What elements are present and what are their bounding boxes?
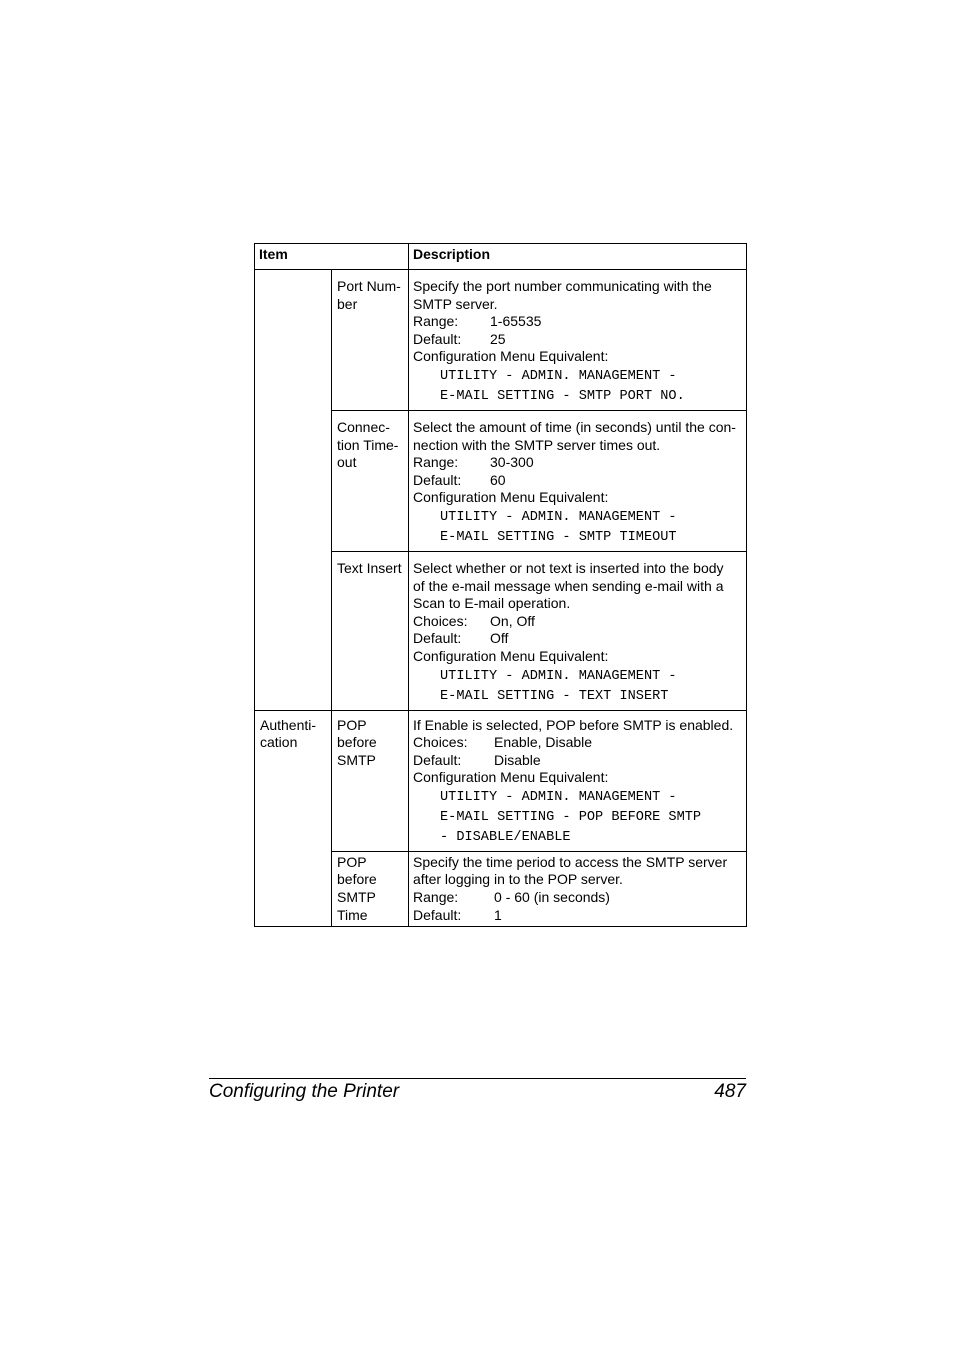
range-label: Range:: [413, 454, 459, 471]
choices-value: Enable, Disable: [494, 734, 593, 751]
menu-path-line: UTILITY - ADMIN. MANAGEMENT -: [440, 368, 677, 384]
description-line: Select whether or not text is inserted into the body: [413, 559, 724, 576]
menu-equivalent-label: Configuration Menu Equivalent:: [413, 769, 609, 786]
sub-item-line: Text Insert: [337, 559, 402, 576]
description-line: If Enable is selected, POP before SMTP is enabled.: [413, 716, 734, 733]
menu-path-line: E-MAIL SETTING - TEXT INSERT: [440, 688, 669, 704]
sub-item-line: POP: [337, 716, 367, 733]
header-description: Description: [409, 244, 747, 270]
table-row: [255, 270, 747, 411]
sub-item-line: Time: [337, 906, 368, 923]
default-value: 25: [490, 330, 506, 347]
default-value: 60: [490, 471, 506, 488]
description-cell: [409, 710, 747, 851]
sub-item-line: tion Time-: [337, 436, 399, 453]
sub-item-line: before: [337, 871, 377, 888]
range-label: Range:: [413, 313, 459, 330]
footer-page-number: 487: [714, 1081, 746, 1102]
default-row: [413, 907, 744, 925]
header-item: Item: [255, 244, 409, 270]
description-cell: [409, 270, 747, 411]
range-value: 30-300: [490, 454, 534, 471]
settings-table: [254, 243, 747, 927]
footer-divider: [209, 1078, 746, 1079]
group-line: cation: [260, 734, 298, 751]
description-line: Specify the port number communicating with the: [413, 278, 712, 294]
footer-chapter-title: Configuring the Printer: [209, 1081, 400, 1102]
group-line: Authenti-: [260, 716, 317, 733]
menu-path-line: UTILITY - ADMIN. MANAGEMENT -: [440, 668, 677, 684]
choices-row: [413, 734, 744, 752]
default-value: Off: [490, 630, 509, 647]
description-line: after logging in to the POP server.: [413, 871, 623, 888]
menu-path-line: UTILITY - ADMIN. MANAGEMENT -: [440, 509, 677, 525]
description-line: Specify the time period to access the SMTP server: [413, 853, 728, 870]
group-cell-empty: [255, 270, 332, 711]
menu-path-line: E-MAIL SETTING - SMTP PORT NO.: [440, 388, 685, 404]
sub-item-line: POP: [337, 853, 367, 870]
default-row: [413, 331, 744, 349]
table-header-row: [255, 244, 747, 270]
choices-value: On, Off: [490, 612, 535, 629]
description-line: Scan to E-mail operation.: [413, 595, 571, 612]
default-label: Default:: [413, 630, 462, 647]
default-row: [413, 472, 744, 490]
menu-equivalent-label: Configuration Menu Equivalent:: [413, 348, 609, 365]
sub-item-line: ber: [337, 295, 358, 312]
menu-path-line: E-MAIL SETTING - SMTP TIMEOUT: [440, 529, 677, 545]
description-line: SMTP server.: [413, 295, 498, 312]
default-value: Disable: [494, 751, 541, 768]
sub-item-cell: [332, 551, 409, 710]
menu-path-line: UTILITY - ADMIN. MANAGEMENT -: [440, 789, 677, 805]
sub-item-line: Connec-: [337, 418, 390, 435]
description-cell: [409, 851, 747, 926]
default-label: Default:: [413, 471, 462, 488]
range-value: 0 - 60 (in seconds): [494, 889, 610, 906]
default-label: Default:: [413, 751, 462, 768]
range-row: [413, 313, 744, 331]
range-value: 1-65535: [490, 313, 542, 330]
table-row: [255, 710, 747, 851]
range-row: [413, 454, 744, 472]
default-value: 1: [494, 906, 502, 923]
range-label: Range:: [413, 889, 459, 906]
sub-item-cell: [332, 710, 409, 851]
default-label: Default:: [413, 330, 462, 347]
choices-label: Choices:: [413, 612, 468, 629]
menu-equivalent-label: Configuration Menu Equivalent:: [413, 647, 609, 664]
default-label: Default:: [413, 906, 462, 923]
sub-item-cell: [332, 851, 409, 926]
sub-item-line: out: [337, 454, 357, 471]
description-line: of the e-mail message when sending e-mail with a: [413, 577, 724, 594]
choices-label: Choices:: [413, 734, 468, 751]
sub-item-cell: [332, 410, 409, 551]
default-row: [413, 630, 744, 648]
sub-item-line: SMTP: [337, 751, 376, 768]
sub-item-cell: [332, 270, 409, 411]
menu-path-line: - DISABLE/ENABLE: [440, 829, 571, 845]
range-row: [413, 889, 744, 907]
sub-item-line: Port Num-: [337, 278, 401, 294]
sub-item-line: SMTP: [337, 889, 376, 906]
sub-item-line: before: [337, 734, 377, 751]
group-cell-authentication: [255, 710, 332, 927]
default-row: [413, 752, 744, 770]
description-cell: [409, 410, 747, 551]
description-cell: [409, 551, 747, 710]
menu-path-line: E-MAIL SETTING - POP BEFORE SMTP: [440, 809, 702, 825]
description-line: Select the amount of time (in seconds) until the con-: [413, 418, 736, 435]
description-line: nection with the SMTP server times out.: [413, 436, 661, 453]
choices-row: [413, 613, 744, 631]
menu-equivalent-label: Configuration Menu Equivalent:: [413, 489, 609, 506]
